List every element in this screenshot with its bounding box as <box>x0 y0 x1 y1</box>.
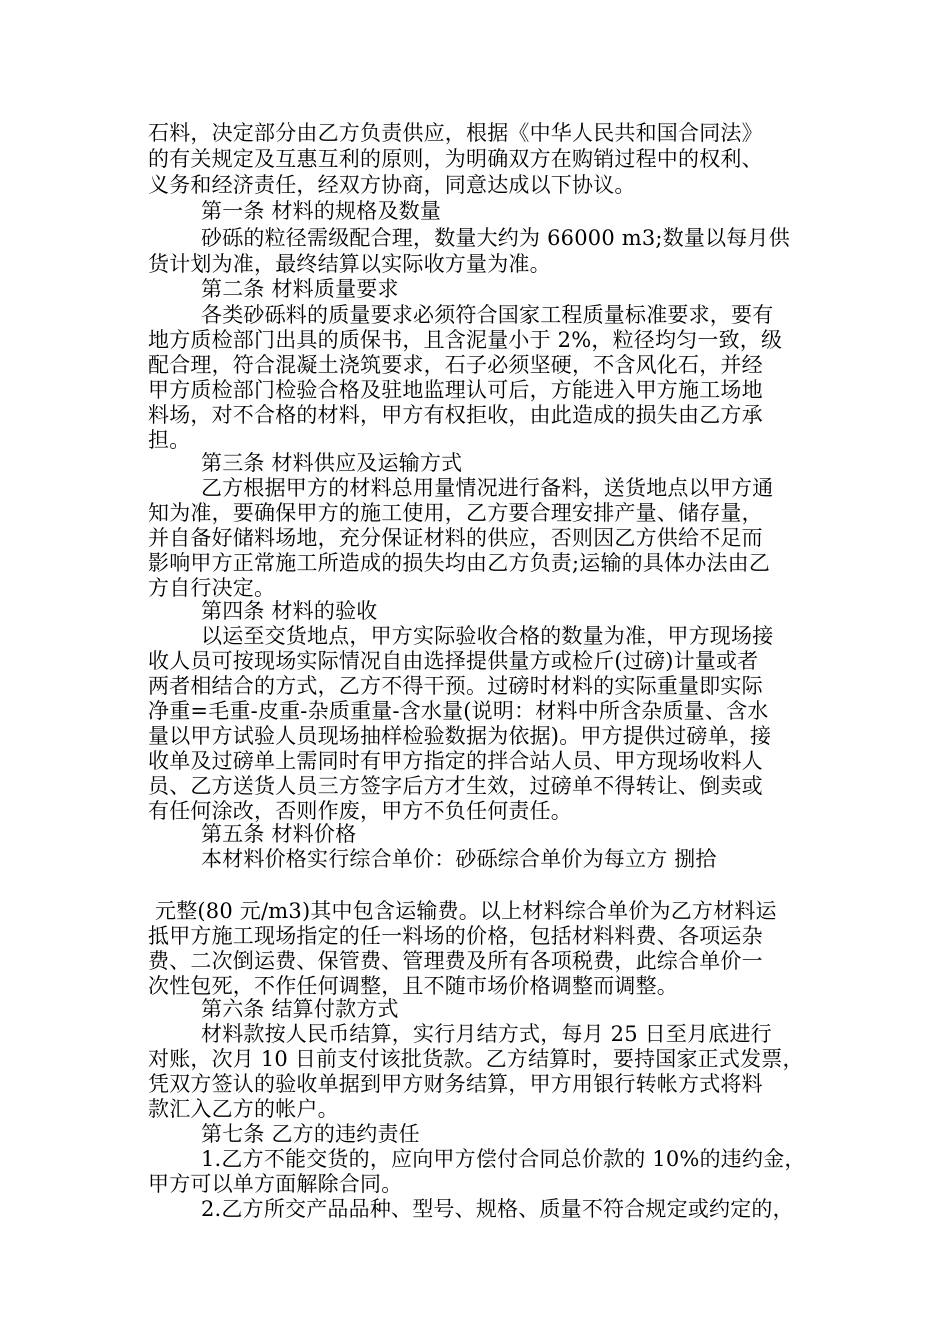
text-line: 甲方可以单方面解除合同。 <box>148 1172 403 1196</box>
text-line: 义务和经济责任，经双方协商，同意达成以下协议。 <box>148 173 636 197</box>
text-line: 抵甲方施工现场指定的任一料场的价格，包括材料料费、各项运杂 <box>148 924 763 948</box>
text-line: 货计划为准，最终结算以实际收方量为准。 <box>148 252 551 276</box>
text-line: 砂砾的粒径需级配合理，数量大约为 66000 m3;数量以每月供 <box>201 226 790 250</box>
text-line: 并自备好储料场地，充分保证材料的供应，否则因乙方供给不足而 <box>148 526 763 550</box>
text-line: 石料，决定部分由乙方负责供应，根据《中华人民共和国合同法》 <box>148 121 763 145</box>
text-line: 以运至交货地点，甲方实际验收合格的数量为准，甲方现场接 <box>201 624 774 648</box>
text-line: 影响甲方正常施工所造成的损失均由乙方负责;运输的具体办法由乙 <box>148 551 771 575</box>
text-line: 配合理，符合混凝土浇筑要求，石子必须坚硬，不含风化石，并经 <box>148 353 763 377</box>
text-line: 2.乙方所交产品品种、型号、规格、质量不符合规定或约定的， <box>201 1197 794 1221</box>
text-line: 1.乙方不能交货的，应向甲方偿付合同总价款的 10%的违约金， <box>201 1147 806 1171</box>
section-heading: 第一条 材料的规格及数量 <box>201 199 442 223</box>
section-heading: 第二条 材料质量要求 <box>201 277 399 301</box>
text-line: 有任何涂改，否则作废，甲方不负任何责任。 <box>148 799 572 823</box>
section-heading: 第五条 材料价格 <box>201 822 357 846</box>
text-line: 地方质检部门出具的质保书，且含泥量小于 2%，粒径均匀一致，级 <box>148 328 783 352</box>
text-line: 料场，对不合格的材料，甲方有权拒收，由此造成的损失由乙方承 <box>148 403 763 427</box>
text-line: 本材料价格实行综合单价：砂砾综合单价为每立方 捌拾 <box>201 847 717 871</box>
text-line: 收单及过磅单上需同时有甲方指定的拌合站人员、甲方现场收料人 <box>148 749 763 773</box>
text-line: 乙方根据甲方的材料总用量情况进行备料，送货地点以甲方通 <box>201 476 774 500</box>
text-line: 量以甲方试验人员现场抽样检验数据为依据)。甲方提供过磅单，接 <box>148 724 772 748</box>
text-line: 对账，次月 10 日前支付该批货款。乙方结算时，要持国家正式发票， <box>148 1047 804 1071</box>
text-line: 员、乙方送货人员三方签字后方才生效，过磅单不得转让、倒卖或 <box>148 774 763 798</box>
text-line: 收人员可按现场实际情况自由选择提供量方或检斤(过磅)计量或者 <box>148 649 759 673</box>
text-line: 次性包死，不作任何调整，且不随市场价格调整而调整。 <box>148 974 678 998</box>
text-line: 材料款按人民币结算，实行月结方式，每月 25 日至月底进行 <box>201 1022 772 1046</box>
text-line: 的有关规定及互惠互利的原则，为明确双方在购销过程中的权利、 <box>148 147 763 171</box>
text-line: 净重=毛重-皮重-杂质重量-含水量(说明：材料中所含杂质量、含水 <box>148 699 769 723</box>
text-line: 凭双方签认的验收单据到甲方财务结算，甲方用银行转帐方式将料 <box>148 1072 763 1096</box>
section-heading: 第七条 乙方的违约责任 <box>201 1122 420 1146</box>
text-line: 知为准，要确保甲方的施工使用，乙方要合理安排产量、储存量， <box>148 501 763 525</box>
text-line: 两者相结合的方式，乙方不得干预。过磅时材料的实际重量即实际 <box>148 674 763 698</box>
section-heading: 第三条 材料供应及运输方式 <box>201 451 463 475</box>
section-heading: 第六条 结算付款方式 <box>201 997 399 1021</box>
text-line: 各类砂砾料的质量要求必须符合国家工程质量标准要求，要有 <box>201 303 774 327</box>
text-line: 费、二次倒运费、保管费、管理费及所有各项税费，此综合单价一 <box>148 949 763 973</box>
text-line: 担。 <box>148 428 191 452</box>
text-line: 款汇入乙方的帐户。 <box>148 1097 339 1121</box>
text-line: 元整(80 元/m3)其中包含运输费。以上材料综合单价为乙方材料运 <box>155 899 777 923</box>
text-line: 方自行决定。 <box>148 576 276 600</box>
text-line: 甲方质检部门检验合格及驻地监理认可后，方能进入甲方施工场地 <box>148 378 763 402</box>
section-heading: 第四条 材料的验收 <box>201 599 378 623</box>
